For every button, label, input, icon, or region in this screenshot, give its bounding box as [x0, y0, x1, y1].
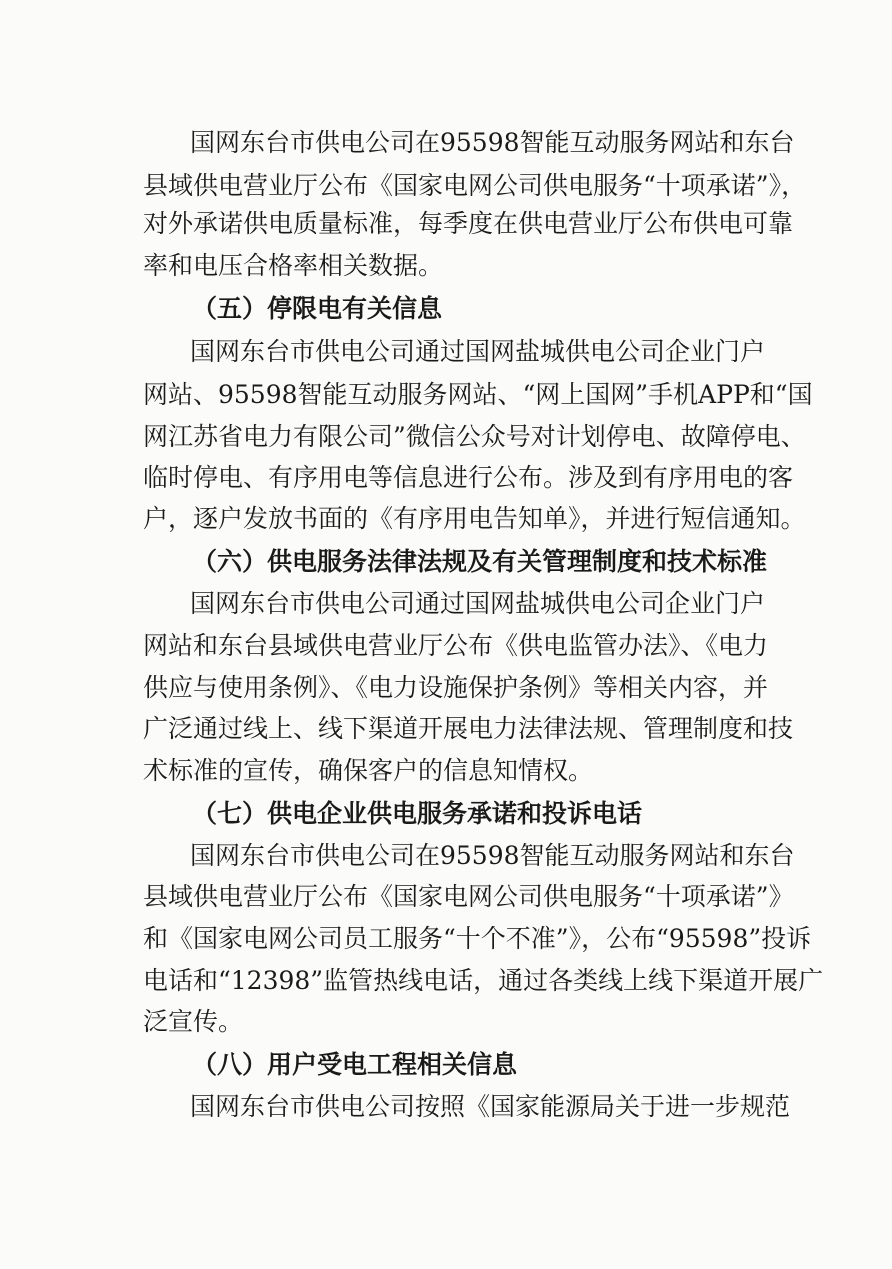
section-heading: （六）供电服务法律法规及有关管理制度和技术标准	[192, 547, 768, 576]
paragraph-line: 国网东台市供电公司在95598智能互动服务网站和东台	[190, 128, 795, 157]
paragraph-line: 电话和“12398”监管热线电话，通过各类线上线下渠道开展广	[143, 966, 824, 995]
paragraph-line: 供应与使用条例》、《电力设施保护条例》等相关内容，并	[143, 673, 769, 702]
paragraph-line: 对外承诺供电质量标准，每季度在供电营业厅公布供电可靠	[143, 209, 794, 238]
paragraph-line: 广泛通过线上、线下渠道开展电力法律法规、管理制度和技	[143, 714, 794, 743]
paragraph-line: 率和电压合格率相关数据。	[143, 251, 444, 280]
paragraph-line: 国网东台市供电公司按照《国家能源局关于进一步规范	[190, 1092, 791, 1121]
paragraph-line: 户，逐户发放书面的《有序用电告知单》，并进行短信通知。	[143, 504, 806, 533]
paragraph-line: 国网东台市供电公司通过国网盐城供电公司企业门户	[190, 589, 766, 618]
section-heading: （七）供电企业供电服务承诺和投诉电话	[192, 799, 643, 828]
paragraph-line: 网站、95598智能互动服务网站、“网上国网”手机APP和“国	[143, 380, 813, 409]
section-heading: （八）用户受电工程相关信息	[192, 1050, 518, 1079]
paragraph-line: 网站和东台县域供电营业厅公布《供电监管办法》、《电力	[143, 631, 769, 660]
paragraph-line: 县域供电营业厅公布《国家电网公司供电服务“十项承诺”》	[143, 882, 794, 911]
paragraph-line: 县域供电营业厅公布《国家电网公司供电服务“十项承诺”》，	[143, 171, 807, 200]
paragraph-line: 临时停电、有序用电等信息进行公布。涉及到有序用电的客	[143, 463, 794, 492]
paragraph-line: 泛宣传。	[143, 1007, 244, 1036]
paragraph-line: 术标准的宣传，确保客户的信息知情权。	[143, 756, 594, 785]
paragraph-line: 网江苏省电力有限公司”微信公众号对计划停电、故障停电、	[143, 422, 806, 451]
paragraph-line: 和《国家电网公司员工服务“十个不准”》，公布“95598”投诉	[143, 924, 812, 953]
section-heading: （五）停限电有关信息	[192, 294, 443, 323]
paragraph-line: 国网东台市供电公司通过国网盐城供电公司企业门户	[190, 337, 766, 366]
paragraph-line: 国网东台市供电公司在95598智能互动服务网站和东台	[190, 841, 795, 870]
